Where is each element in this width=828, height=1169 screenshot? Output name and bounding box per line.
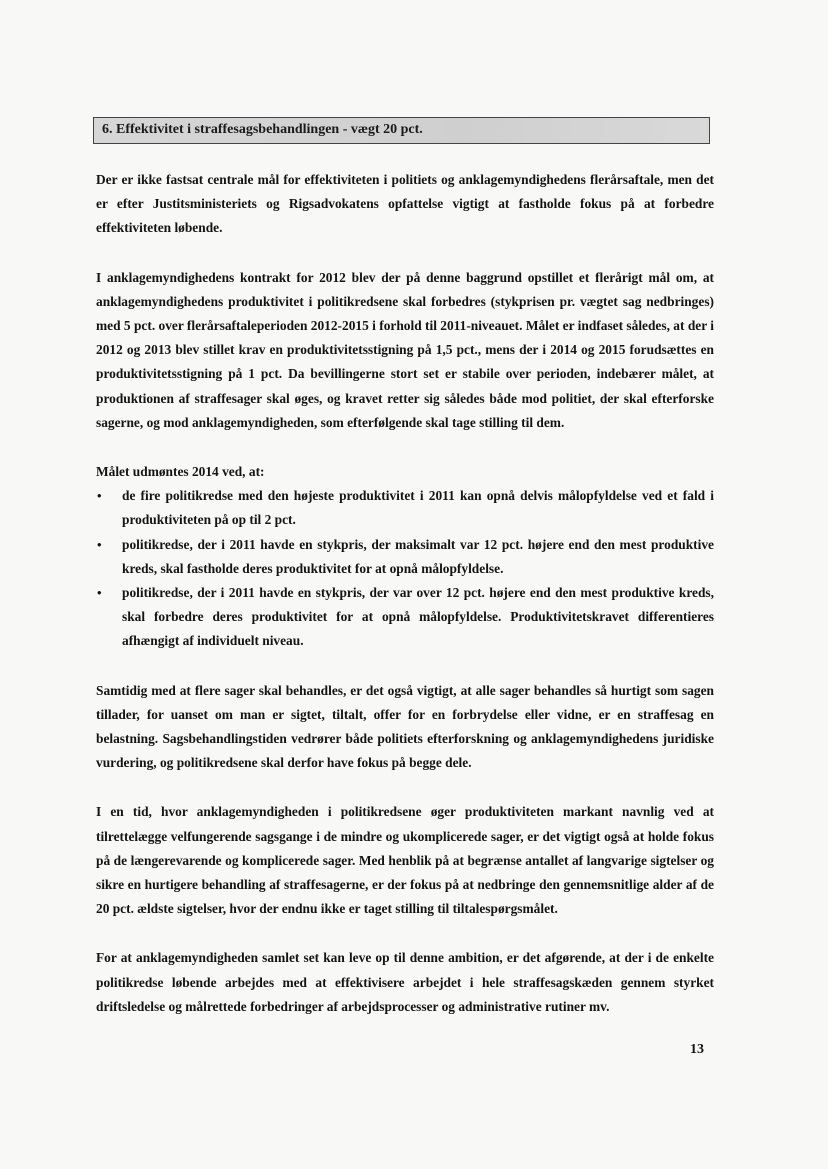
bullet-icon: • bbox=[97, 536, 102, 552]
page-number: 13 bbox=[690, 1042, 704, 1057]
list-item bbox=[96, 533, 714, 581]
list-item-text: politikredse, der i 2011 havde en stykpris, der maksimalt var 12 pct. højere end den mest produktive kreds, skal fastholde deres produktivitet for at opnå målopfyldelse. bbox=[122, 536, 714, 576]
section-header-box bbox=[93, 117, 710, 144]
bullet-list bbox=[96, 484, 714, 653]
section-title: 6. Effektivitet i straffesagsbehandlingen - vægt 20 pct. bbox=[102, 122, 423, 137]
paragraph-4: Samtidig med at flere sager skal behandles, er det også vigtigt, at alle sager behandles så hurtigt som sagen tillader, for uanset om man er sigtet, tiltalt, offer for en forbrydelse eller vidne, er en straffesag en belastning. Sagsbehandlingstiden vedrører både politiets efterforskning og anklagemyndighedens juridiske vurdering, og politikredsene skal derfor have fokus på begge dele. bbox=[96, 682, 714, 771]
paragraph-3-intro: Målet udmøntes 2014 ved, at: bbox=[96, 464, 265, 480]
list-item-text: politikredse, der i 2011 havde en stykpris, der var over 12 pct. højere end den mest produktive kreds, skal forbedre deres produktivitet for at opnå målopfyldelse. Produktivitetskravet differentieres afhængigt af individuelt niveau. bbox=[122, 585, 714, 649]
paragraph-1: Der er ikke fastsat centrale mål for effektiviteten i politiets og anklagemyndighedens flerårsaftale, men det er efter Justitsministeriets og Rigsadvokatens opfattelse vigtigt at fastholde fokus på at forbedre effektiviteten løbende. bbox=[96, 172, 714, 236]
list-item-text: de fire politikredse med den højeste produktivitet i 2011 kan opnå delvis målopfyldelse ved et fald i produktiviteten på op til 2 pct. bbox=[122, 488, 714, 528]
paragraph-2: I anklagemyndighedens kontrakt for 2012 blev der på denne baggrund opstillet et flerårigt mål om, at anklagemyndighedens produktivitet i politikredsene skal forbedres (stykprisen pr. vægtet sag nedbringes) med 5 pct. over flerårsaftaleperioden 2012-2015 i forhold til 2011-niveauet. Målet er indfaset således, at der i 2012 og 2013 blev stillet krav en produktivitetsstigning på 1,5 pct., mens der i 2014 og 2015 forudsættes en produktivitetsstigning på 1 pct. Da bevillingerne stort set er stabile over perioden, indebærer målet, at produktionen af straffesager skal øges, og kravet retter sig således både mod politiet, der skal efterforske sagerne, og mod anklagemyndigheden, som efterfølgende skal tage stilling til dem. bbox=[96, 269, 714, 430]
list-item bbox=[96, 581, 714, 654]
paragraph-6: For at anklagemyndigheden samlet set kan leve op til denne ambition, er det afgørende, at der i de enkelte politikredse løbende arbejdes med at effektivisere arbejdet i hele straffesagskæden gennem styrket driftsledelse og målrettede forbedringer af arbejdsprocesser og administrative rutiner mv. bbox=[96, 950, 714, 1014]
bullet-icon: • bbox=[97, 488, 102, 504]
body-text bbox=[96, 168, 714, 1044]
bullet-icon: • bbox=[97, 585, 102, 601]
paragraph-5: I en tid, hvor anklagemyndigheden i politikredsene øger produktiviteten markant navnlig ved at tilrettelægge velfungerende sagsgange i de mindre og ukomplicerede sager, er det vigtigt også at holde fokus på de længerevarende og komplicerede sager. Med henblik på at begrænse antallet af langvarige sigtelser og sikre en hurtigere behandling af straffesagerne, er der fokus på at nedbringe den gennemsnitlige alder af de 20 pct. ældste sigtelser, hvor der endnu ikke er taget stilling til tiltalespørgsmålet. bbox=[96, 804, 714, 917]
list-item bbox=[96, 484, 714, 532]
